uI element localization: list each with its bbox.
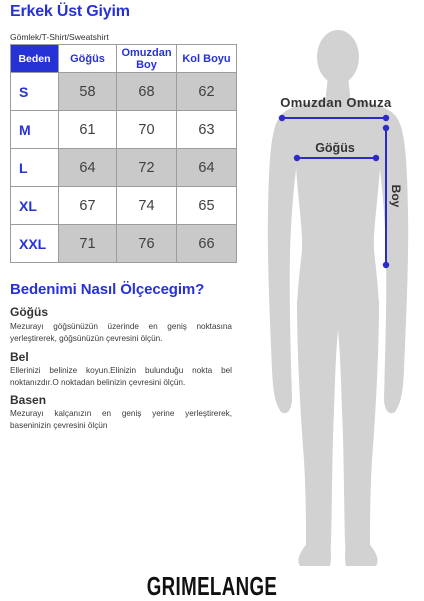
- size-label: XXL: [11, 225, 59, 263]
- kol-boyu-value: 65: [177, 187, 237, 225]
- measure-dot: [373, 155, 379, 161]
- body-silhouette-icon: [268, 30, 408, 566]
- shoulder-label: Omuzdan Omuza: [280, 95, 392, 110]
- body-measurement-figure: [240, 0, 424, 600]
- silhouette-torso: [275, 98, 400, 315]
- kol-boyu-value: 62: [177, 73, 237, 111]
- column-header-kol-boyu: Kol Boyu: [177, 45, 237, 73]
- omuzdan-boy-value: 74: [117, 187, 177, 225]
- silhouette-right-leg: [338, 300, 379, 566]
- gogus-value: 58: [59, 73, 117, 111]
- measure-dot: [383, 262, 389, 268]
- guide-text-basen: Mezurayı kalçanızın en geniş yerine yerleştirerek, baseninizin çevresini ölçün: [10, 409, 232, 430]
- page-subtitle: Gömlek/T-Shirt/Sweatshirt: [10, 32, 109, 42]
- chest-label: Göğüs: [315, 141, 355, 155]
- size-label: L: [11, 149, 59, 187]
- column-header-beden: Beden: [11, 45, 59, 73]
- gogus-value: 67: [59, 187, 117, 225]
- silhouette-head: [317, 30, 359, 84]
- guide-text-gogus: Mezurayı göğsünüzün üzerinde en geniş noktasına yerleştirerek, göğsünüzün çevresini ölçün.: [10, 322, 232, 343]
- column-header-omuzdan-boy: Omuzdan Boy: [117, 45, 177, 73]
- measure-dot: [383, 125, 389, 131]
- kol-boyu-value: 66: [177, 225, 237, 263]
- gogus-value: 61: [59, 111, 117, 149]
- omuzdan-boy-value: 72: [117, 149, 177, 187]
- length-label: Boy: [389, 184, 403, 208]
- guide-heading-gogus: Göğüs: [10, 305, 48, 319]
- size-label: XL: [11, 187, 59, 225]
- measure-guide-title: Bedenimi Nasıl Ölçecegim?: [10, 281, 205, 298]
- gogus-value: 71: [59, 225, 117, 263]
- gogus-value: 64: [59, 149, 117, 187]
- guide-heading-basen: Basen: [10, 393, 47, 407]
- size-label: S: [11, 73, 59, 111]
- guide-text-bel: Ellerinizi belinize koyun.Elinizin bulunduğu nokta bel noktanızdır.O noktadan belinizin çevresini ölçün.: [10, 366, 232, 387]
- measure-dot: [383, 115, 389, 121]
- omuzdan-boy-value: 68: [117, 73, 177, 111]
- kol-boyu-value: 64: [177, 149, 237, 187]
- size-table: [10, 44, 237, 263]
- silhouette-left-leg: [297, 300, 338, 566]
- size-label: M: [11, 111, 59, 149]
- kol-boyu-value: 63: [177, 111, 237, 149]
- omuzdan-boy-value: 70: [117, 111, 177, 149]
- column-header-gogus: Göğüs: [59, 45, 117, 73]
- measure-dot: [294, 155, 300, 161]
- page-title: Erkek Üst Giyim: [10, 3, 130, 20]
- silhouette-left-arm: [268, 116, 297, 413]
- guide-heading-bel: Bel: [10, 350, 29, 364]
- omuzdan-boy-value: 76: [117, 225, 177, 263]
- brand-logo: GRIMELANGE: [146, 571, 278, 601]
- measure-dot: [279, 115, 285, 121]
